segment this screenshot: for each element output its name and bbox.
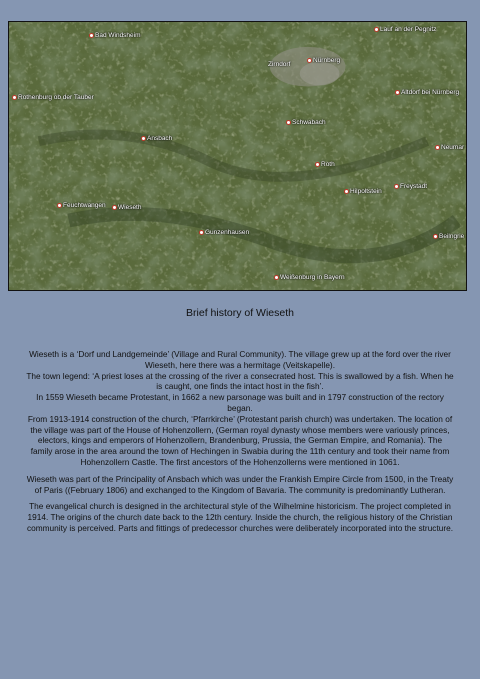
town-marker-icon bbox=[57, 203, 62, 208]
history-text bbox=[26, 349, 454, 540]
town-marker-icon bbox=[395, 90, 400, 95]
town-label-gunzenhausen: Gunzenhausen bbox=[199, 230, 249, 237]
town-marker-icon bbox=[274, 275, 279, 280]
town-marker-icon bbox=[394, 184, 399, 189]
paragraph-intro bbox=[26, 349, 454, 468]
town-marker-icon bbox=[12, 95, 17, 100]
town-label-weissenburg: Weißenburg in Bayern bbox=[274, 275, 345, 282]
town-marker-icon bbox=[141, 136, 146, 141]
paragraph-text: Wieseth was part of the Principality of Ansbach which was under the Frankish Empire Circle from 1500, in the Treaty of Paris ((February 1806) and exchanged to the Kingdom of Bavaria. The community is predominantly Lutheran. bbox=[26, 473, 454, 495]
town-label-beilngries: Beilngrie bbox=[433, 234, 464, 241]
town-marker-icon bbox=[89, 33, 94, 38]
paragraph-text: Wieseth is a ‘Dorf und Landgemeinde’ (Village and Rural Community). The village grew up at the ford over the river Wieseth, here there was a hermitage (Veitskapelle). bbox=[29, 349, 451, 370]
satellite-map bbox=[8, 21, 467, 291]
town-marker-icon bbox=[315, 162, 320, 167]
town-label-altdorf: Altdorf bei Nürnberg bbox=[395, 90, 459, 97]
town-label-rothenburg: Rothenburg ob der Tauber bbox=[12, 95, 94, 102]
town-label-schwabach: Schwabach bbox=[286, 120, 326, 127]
town-marker-icon bbox=[112, 205, 117, 210]
town-label-nuernberg: Nürnberg bbox=[307, 58, 340, 65]
town-marker-icon bbox=[433, 234, 438, 239]
paragraph-text: From 1913-1914 construction of the church, ‘Pfarrkirche’ (Protestant parish church) was undertaken. The location of the village was part of the House of Hohenzollern, (German royal dynasty whose members were variously princes, electors, kings and emperors of Hohenzollern, Brandenburg, Prussia, the German Empire, and Romania). The family arose in the area around the town of Hechingen in Swabia during the 11th century and took their name from Hohenzollern Castle. The first ancestors of the Hohenzollerns were mentioned in 1061. bbox=[27, 413, 453, 467]
town-label-bad-windsheim: Bad Windsheim bbox=[89, 33, 141, 40]
paragraph-text: The town legend: ‘A priest loses at the crossing of the river a consecrated host. This is swallowed by a fish. When he is caught, one finds the intact host in the fish’. bbox=[26, 370, 454, 392]
town-marker-icon bbox=[344, 189, 349, 194]
town-marker-icon bbox=[286, 120, 291, 125]
town-marker-icon bbox=[435, 145, 440, 150]
town-label-feuchtwangen: Feuchtwangen bbox=[57, 203, 106, 210]
town-marker-icon bbox=[199, 230, 204, 235]
town-label-freystadt: Freystadt bbox=[394, 184, 427, 191]
town-marker-icon bbox=[307, 58, 312, 63]
town-label-zirndorf: Zirndorf bbox=[268, 61, 291, 68]
paragraph-text: The evangelical church is designed in the architectural style of the Wilhelmine historicism. The project completed in 1914. The origins of the church date back to the 12th century. Inside the church, the religious history of the Christian community is perceived. Parts and fittings of predecessor churches were deliberately incorporated into the structure. bbox=[26, 501, 454, 533]
paragraph-text: In 1559 Wieseth became Protestant, in 1662 a new parsonage was built and in 1797 construction of the rectory began. bbox=[36, 392, 444, 413]
town-label-wieseth: Wieseth bbox=[112, 205, 141, 212]
town-label-roth: Roth bbox=[315, 162, 335, 169]
page-title: Brief history of Wieseth bbox=[186, 307, 294, 319]
town-marker-icon bbox=[374, 27, 379, 32]
town-label-lauf: Lauf an der Pegnitz bbox=[374, 27, 436, 34]
town-label-hilpoltstein: Hilpoltstein bbox=[344, 189, 382, 196]
map-terrain bbox=[9, 22, 466, 290]
town-label-ansbach: Ansbach bbox=[141, 136, 172, 143]
town-label-neumarkt: Neumar bbox=[435, 145, 464, 152]
